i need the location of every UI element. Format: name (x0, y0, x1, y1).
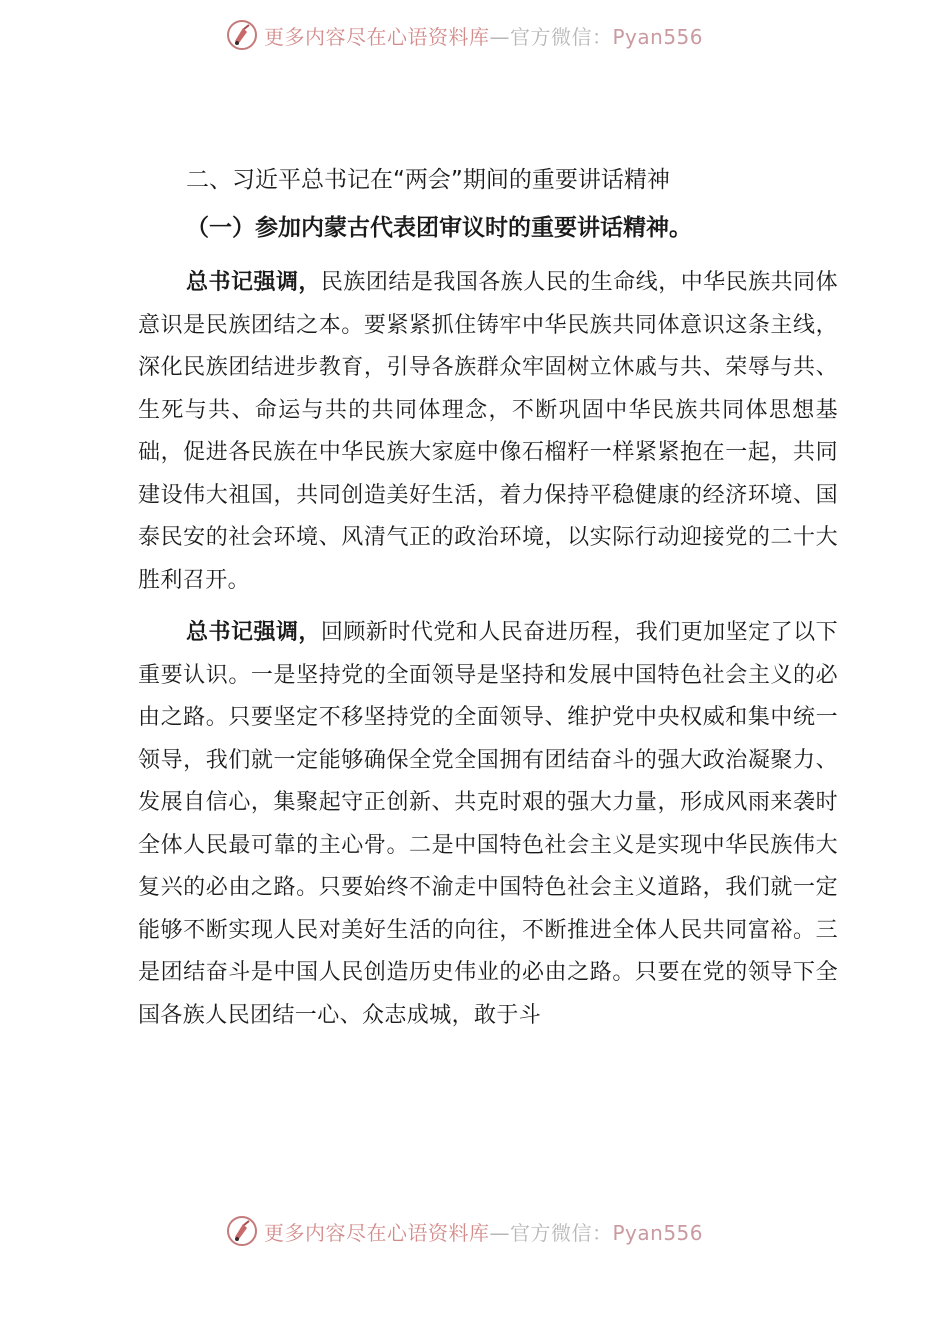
paragraph-1-text: 民族团结是我国各族人民的生命线，中华民族共同体意识是民族团结之本。要紧紧抓住铸牢中华民族共同体意识这条主线，深化民族团结进步教育，引导各族群众牢固树立休戚与共、荣辱与共、生死与共、命运与共的共同体理念，不断巩固中华民族共同体思想基础，促进各民族在中华民族大家庭中像石榴籽一样紧紧抱在一起，共同建设伟大祖国，共同创造美好生活，着力保持平稳健康的经济环境、国泰民安的社会环境、风清气正的政治环境，以实际行动迎接党的二十大胜利召开。 (138, 270, 839, 593)
watermark-id: Pyan556 (612, 1220, 704, 1245)
paragraph-1 (138, 262, 838, 602)
watermark-main-text: 更多内容尽在心语资料库 (264, 24, 490, 49)
watermark-id: Pyan556 (612, 24, 704, 49)
document-body (138, 158, 838, 1047)
watermark-label: 官方微信： (510, 24, 613, 49)
watermark-label: 官方微信： (510, 1220, 613, 1245)
paragraph-2-lead: 总书记强调， (186, 620, 321, 645)
watermark-text (264, 21, 703, 50)
paragraph-1-lead: 总书记强调， (186, 270, 321, 295)
brand-logo-icon (226, 1215, 258, 1247)
paragraph-2-text: 回顾新时代党和人民奋进历程，我们更加坚定了以下重要认识。一是坚持党的全面领导是坚持和发展中国特色社会主义的必由之路。只要坚定不移坚持党的全面领导、维护党中央权威和集中统一领导，我们就一定能够确保全党全国拥有团结奋斗的强大政治凝聚力、发展自信心，集聚起守正创新、共克时艰的强大力量，形成风雨来袭时全体人民最可靠的主心骨。二是中国特色社会主义是实现中华民族伟大复兴的必由之路。只要始终不渝走中国特色社会主义道路，我们就一定能够不断实现人民对美好生活的向往，不断推进全体人民共同富裕。三是团结奋斗是中国人民创造历史伟业的必由之路。只要在党的领导下全国各族人民团结一心、众志成城，敢于斗 (138, 620, 839, 1028)
watermark-header (226, 18, 703, 52)
watermark-separator: — (489, 24, 510, 49)
section-heading: 二、习近平总书记在“两会”期间的重要讲话精神 (186, 167, 670, 193)
subsection-heading: （一）参加内蒙古代表团审议时的重要讲话精神。 (186, 215, 692, 241)
watermark-text (264, 1217, 703, 1246)
watermark-separator: — (489, 1220, 510, 1245)
watermark-footer (226, 1214, 703, 1248)
brand-logo-icon (226, 19, 258, 51)
paragraph-2 (138, 612, 838, 1037)
watermark-main-text: 更多内容尽在心语资料库 (264, 1220, 490, 1245)
